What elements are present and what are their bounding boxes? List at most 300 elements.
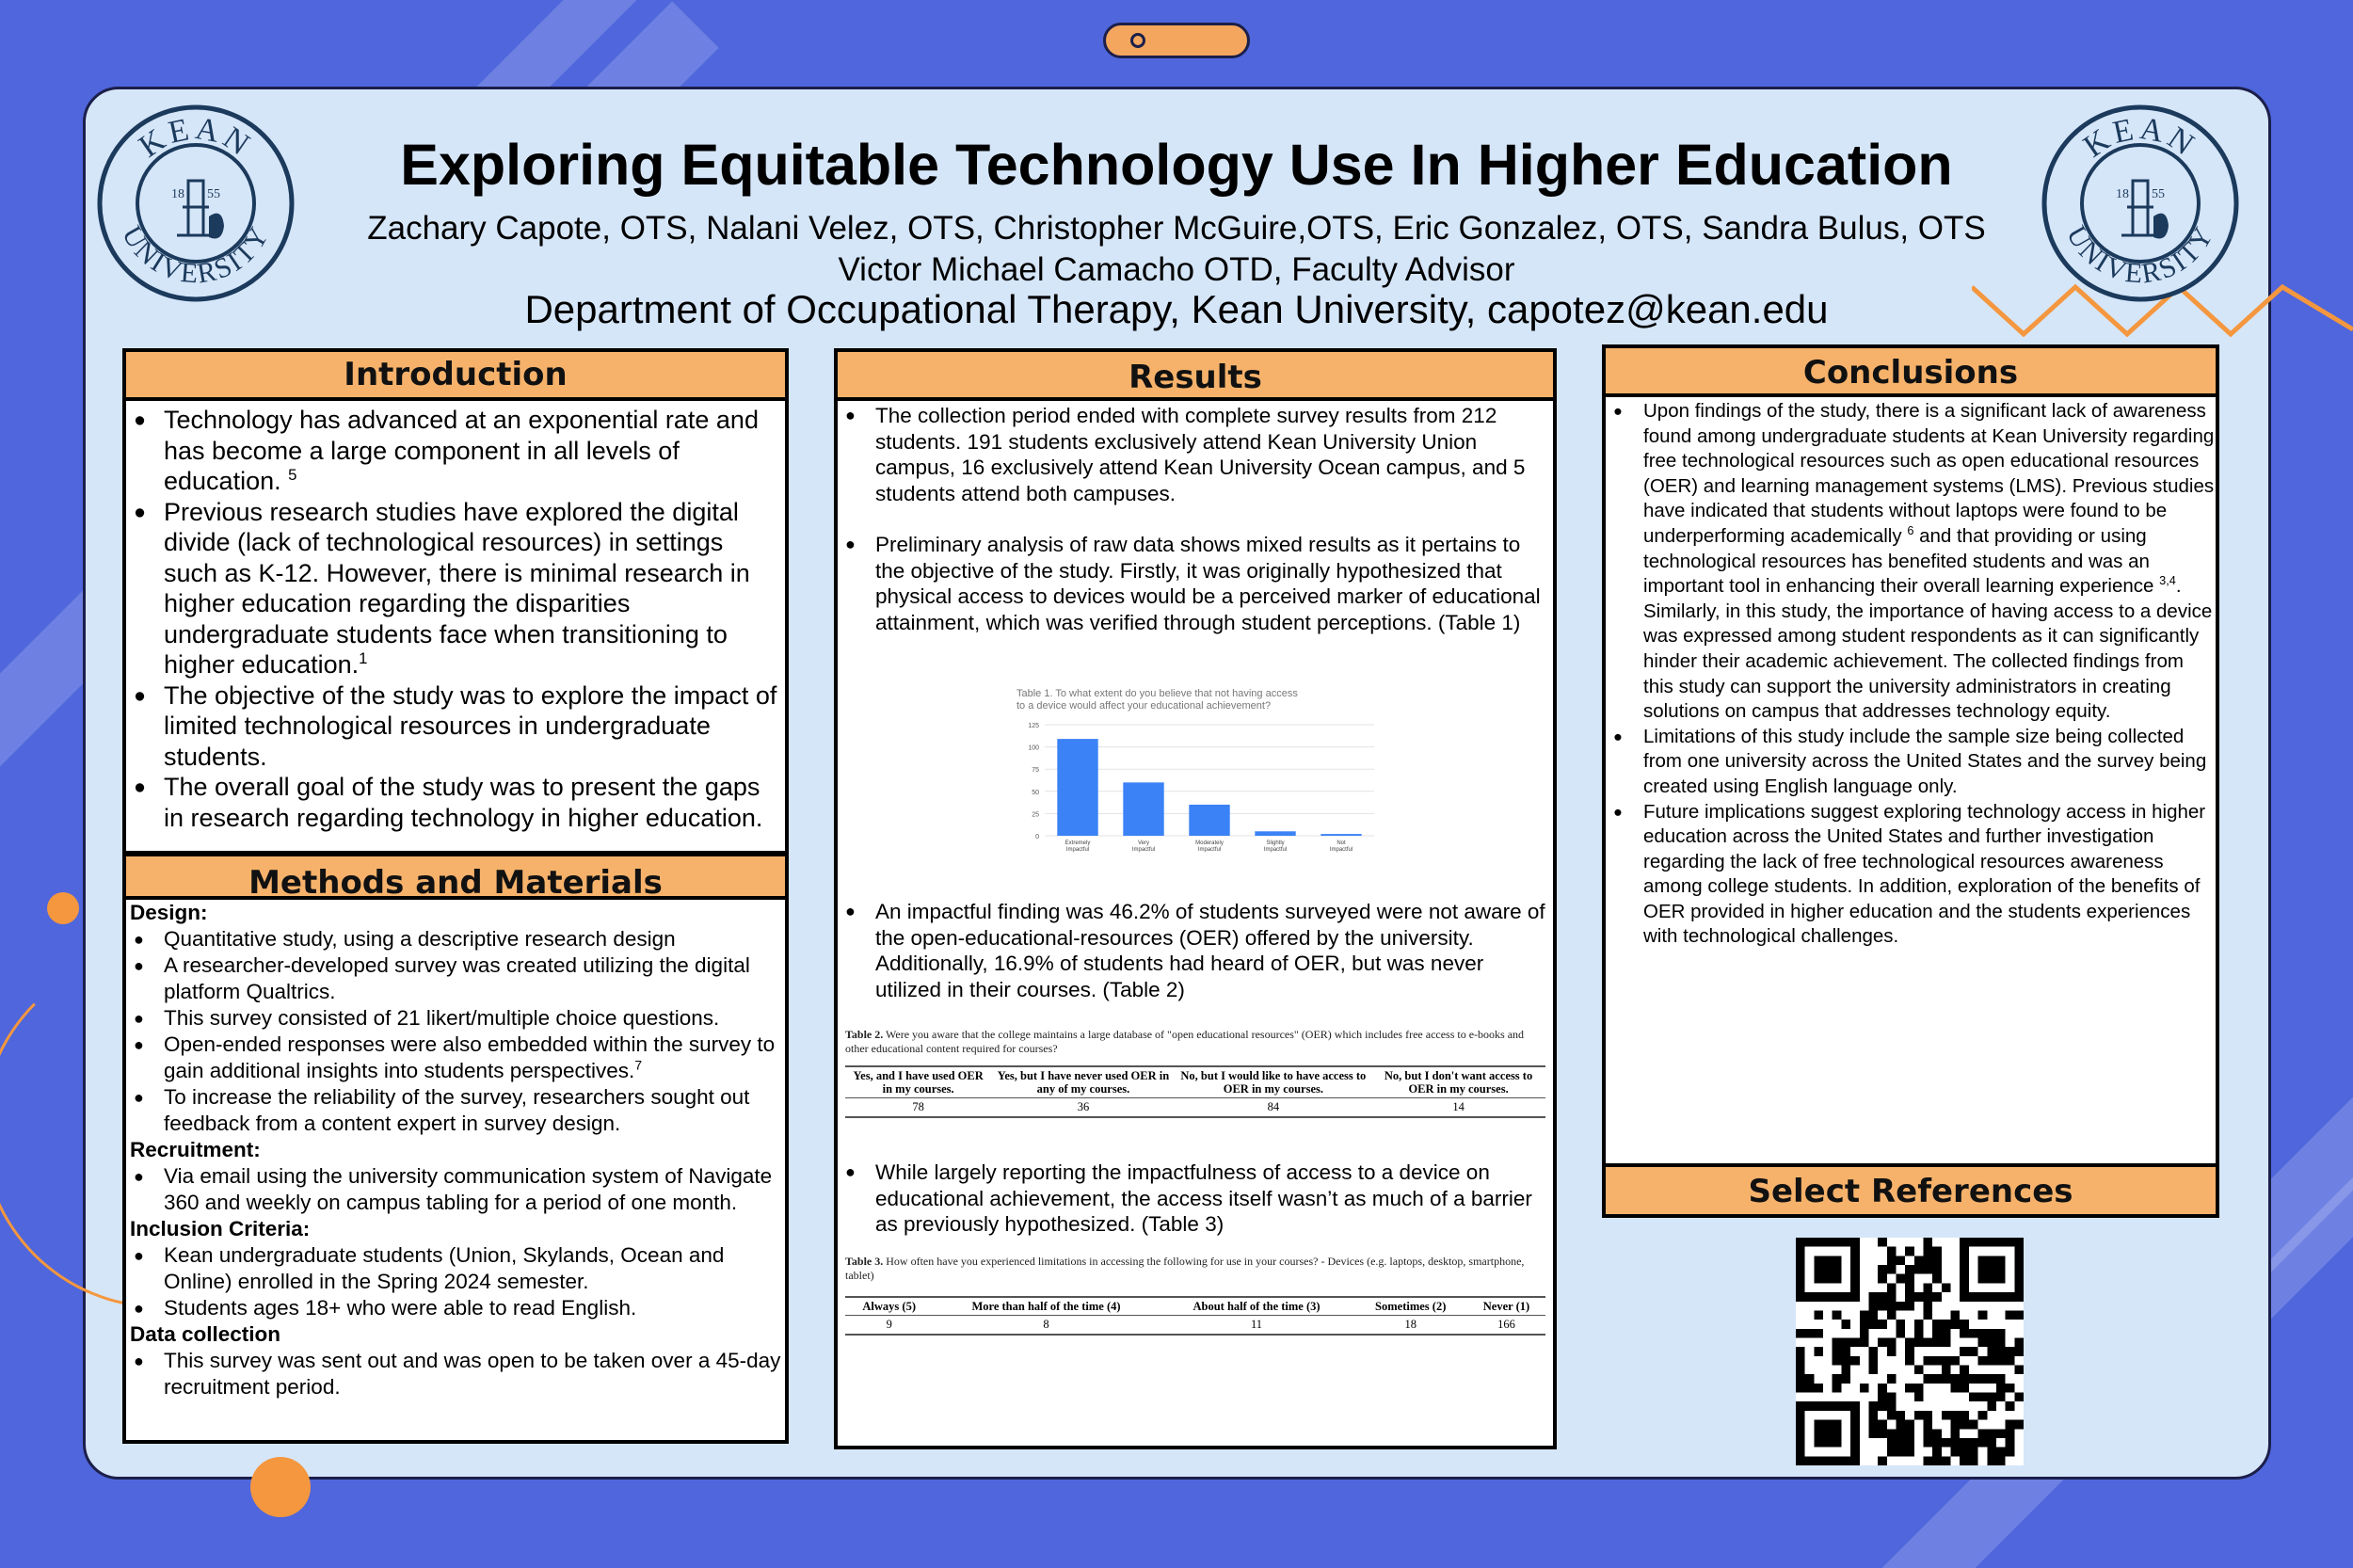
chart-title-line2: to a device would affect your educational achievement? (1016, 700, 1272, 712)
qr-module (1887, 1247, 1897, 1256)
qr-module (1969, 1456, 1978, 1465)
methods-header: Methods and Materials (122, 853, 789, 900)
conclusions-bullet: ● Limitations of this study include the sample size being collected from one university across the United States and the survey being created using English language only. (1609, 725, 2217, 800)
qr-module (1987, 1347, 1996, 1356)
qr-module (1896, 1320, 1905, 1329)
introduction-header: Introduction (122, 348, 789, 401)
qr-module (1960, 1456, 1969, 1465)
qr-module (1896, 1420, 1905, 1430)
qr-module (1796, 1384, 1805, 1393)
qr-module (1960, 1420, 1969, 1430)
qr-module (2014, 1310, 2024, 1320)
design-label: Design: (130, 901, 208, 924)
conclusions-bullet: ● Future implications suggest exploring technology access in higher education across the United States and further investigation regarding the lack of free technological resources awareness among college students. In addition, exploration of the benefits of OER provided in higher education and the students experiences with technological challenges. (1609, 800, 2217, 951)
svg-text:18: 18 (171, 187, 184, 201)
inclusion-label: Inclusion Criteria: (130, 1217, 311, 1240)
qr-module (2006, 1448, 2015, 1457)
qr-module (2006, 1420, 2015, 1430)
qr-module (1942, 1320, 1951, 1329)
table2-caption: Table 2. Were you aware that the college maintains a large database of "open educational resources" (OER) which includes free access to e-books and other educational content required for courses? (845, 1028, 1525, 1055)
results-content-bottom (841, 1160, 1549, 1238)
qr-module (1960, 1329, 1969, 1338)
poster-title: Exploring Equitable Technology Use In Higher Education (400, 133, 1953, 197)
references-header: Select References (1602, 1163, 2219, 1218)
qr-module (2014, 1347, 2024, 1356)
qr-module (1924, 1420, 1933, 1430)
qr-module (1878, 1420, 1887, 1430)
qr-module (1914, 1337, 1924, 1347)
qr-module (1841, 1337, 1850, 1347)
qr-module (1905, 1438, 1914, 1448)
qr-module (1932, 1292, 1942, 1302)
qr-module (1805, 1374, 1815, 1384)
table3-header: Sometimes (2) (1353, 1297, 1467, 1316)
intro-bullet: ● Technology has advanced at an exponential rate and has become a large component in all levels of education. $^5$ (130, 405, 783, 497)
results-bullet: ● Preliminary analysis of raw data shows mixed results as it pertains to the objective of the study. Firstly, it was originally hypothesized that physical access to devices would be a perceived marker of educational attainment, which was verified through student perceptions. (Table 1) (841, 532, 1549, 635)
qr-module (1924, 1256, 1933, 1265)
qr-module (1960, 1347, 1969, 1356)
qr-module (1878, 1429, 1887, 1438)
qr-module (1850, 1356, 1860, 1366)
qr-module (1951, 1310, 1961, 1320)
chart-category-label: Impactful (1065, 847, 1090, 853)
design-bullet: ● A researcher-developed survey was created utilizing the digital platform Qualtrics. (130, 952, 783, 1005)
qr-module (1860, 1320, 1869, 1329)
qr-module (1887, 1310, 1897, 1320)
qr-module (2014, 1420, 2024, 1430)
qr-module (1996, 1393, 2006, 1402)
qr-module (1987, 1393, 1996, 1402)
qr-module (1868, 1420, 1878, 1430)
chart-category-label: Impactful (1131, 847, 1156, 853)
qr-module (1987, 1329, 1996, 1338)
qr-module (1987, 1429, 1996, 1438)
qr-module (1887, 1302, 1897, 1311)
qr-module (1960, 1411, 1969, 1420)
intro-bullet: ● Previous research studies have explored the digital divide (lack of technological resources) in settings such as K-12. However, there is minimal research in higher education regarding the disparities undergraduate students face when transitioning to higher education.$^1$ (130, 497, 783, 680)
chart-bar (1123, 782, 1163, 836)
qr-module (1814, 1310, 1823, 1320)
inclusion-bullet: ● Kean undergraduate students (Union, Skylands, Ocean and Online) enrolled in the Spring 2024 semester. (130, 1242, 783, 1295)
qr-module (1914, 1320, 1924, 1329)
qr-module (1868, 1347, 1878, 1356)
qr-module (1932, 1448, 1942, 1457)
qr-module (1969, 1374, 1978, 1384)
qr-module (1996, 1448, 2006, 1457)
table2 (845, 1028, 1545, 1118)
qr-module (1896, 1274, 1905, 1284)
qr-module (1996, 1337, 2006, 1347)
qr-module (1841, 1366, 1850, 1375)
qr-module (1887, 1347, 1897, 1356)
qr-module (1932, 1320, 1942, 1329)
qr-module (1924, 1283, 1933, 1292)
table3-header: About half of the time (3) (1160, 1297, 1354, 1316)
recruitment-label: Recruitment: (130, 1138, 261, 1161)
qr-module (1942, 1356, 1951, 1366)
qr-module (1896, 1411, 1905, 1420)
qr-module (1996, 1456, 2006, 1465)
qr-module (1878, 1337, 1887, 1347)
qr-module (1905, 1274, 1914, 1284)
qr-module (1987, 1448, 1996, 1457)
qr-module (1905, 1429, 1914, 1438)
qr-module (1833, 1347, 1842, 1356)
qr-module (1833, 1337, 1842, 1347)
svg-text:UNIVERSITY: UNIVERSITY (116, 220, 276, 290)
qr-module (1868, 1411, 1878, 1420)
qr-module (1942, 1438, 1951, 1448)
qr-module (2006, 1438, 2015, 1448)
qr-module (1978, 1374, 1988, 1384)
introduction-content (130, 405, 783, 833)
qr-module (1905, 1384, 1914, 1393)
qr-module (1960, 1374, 1969, 1384)
chart-title-line1: Table 1. To what extent do you believe that not having access (1016, 688, 1298, 699)
intro-bullet: ● The objective of the study was to explore the impact of limited technological resources in undergraduate students. (130, 680, 783, 773)
table2-header: Yes, and I have used OER in my courses. (845, 1066, 991, 1098)
qr-finder-pattern (1978, 1256, 2006, 1283)
qr-module (1887, 1256, 1897, 1265)
qr-module (1887, 1337, 1897, 1347)
chart-ytick-label: 50 (1032, 789, 1039, 796)
chart-category-label: Impactful (1329, 847, 1353, 853)
qr-module (1960, 1384, 1969, 1393)
qr-module (1932, 1256, 1942, 1265)
qr-module (1878, 1302, 1887, 1311)
methods-content (130, 900, 783, 1400)
qr-module (1833, 1356, 1842, 1366)
qr-module (1878, 1456, 1887, 1465)
qr-module (1987, 1456, 1996, 1465)
qr-module (1996, 1374, 2006, 1384)
svg-text:55: 55 (207, 187, 220, 201)
qr-module (1960, 1448, 1969, 1457)
qr-module (2014, 1337, 2024, 1347)
qr-module (1996, 1329, 2006, 1338)
qr-module (1914, 1256, 1924, 1265)
svg-text:55: 55 (2152, 187, 2165, 201)
qr-module (1860, 1384, 1869, 1393)
poster-authors: Zachary Capote, OTS, Nalani Velez, OTS, Christopher McGuire,OTS, Eric Gonzalez, OTS, Sandra Bulus, OTS (367, 210, 1986, 247)
qr-module (1896, 1256, 1905, 1265)
chart-ytick-label: 25 (1032, 811, 1039, 819)
results-header: Results (834, 348, 1557, 401)
qr-module (1996, 1429, 2006, 1438)
qr-module (1932, 1274, 1942, 1284)
conclusions-bullet: ● Upon findings of the study, there is a significant lack of awareness found among undergraduate students at Kean University regarding free technological resources such as open educational resources (OER) and learning management systems (LMS). Previous studies have indicated that students without laptops were found to be underperforming academically $^6$ and that providing or using technological resources has benefited students and was an important tool in enhancing their overall learning experience $^{3,4}$. Similarly, in this study, the importance of having access to a device was expressed among student respondents as it can significantly hinder their academic achievement. The collected findings from this study can support the university administrators in creating solutions on campus that addresses technology equity. (1609, 399, 2217, 725)
qr-module (1860, 1337, 1869, 1347)
qr-finder-pattern (1814, 1420, 1841, 1448)
qr-module (1905, 1247, 1914, 1256)
qr-module (1932, 1456, 1942, 1465)
qr-module (1960, 1366, 1969, 1375)
qr-module (1833, 1310, 1842, 1320)
poster-department: Department of Occupational Therapy, Kean University, capotez@kean.edu (524, 287, 1829, 331)
design-bullet: ● Quantitative study, using a descriptive research design (130, 926, 783, 952)
table3-cell: 18 (1353, 1316, 1467, 1336)
qr-module (1987, 1401, 1996, 1411)
qr-module (1841, 1356, 1850, 1366)
qr-code-icon[interactable] (1796, 1238, 2024, 1465)
qr-module (1905, 1283, 1914, 1292)
conclusions-header: Conclusions (1602, 344, 2219, 397)
qr-module (1924, 1411, 1933, 1420)
design-bullet: ● This survey consisted of 21 likert/multiple choice questions. (130, 1005, 783, 1032)
qr-module (1960, 1320, 1969, 1329)
qr-module (1887, 1265, 1897, 1274)
svg-text:KEAN: KEAN (133, 111, 259, 165)
qr-module (1896, 1448, 1905, 1457)
qr-module (1833, 1384, 1842, 1393)
qr-module (1978, 1438, 1988, 1448)
qr-module (1796, 1329, 1805, 1338)
qr-module (1860, 1329, 1869, 1338)
table3-caption: Table 3. How often have you experienced limitations in accessing the following for use in your courses? - Devices (e.g. laptops, desktop, smartphone, tablet) (845, 1255, 1525, 1282)
qr-module (1814, 1329, 1823, 1338)
qr-module (1878, 1238, 1887, 1247)
qr-module (1932, 1337, 1942, 1347)
qr-module (1805, 1329, 1815, 1338)
qr-module (1987, 1374, 1996, 1384)
qr-module (1932, 1429, 1942, 1438)
qr-module (1905, 1265, 1914, 1274)
table2-cell: 36 (991, 1098, 1175, 1118)
chart-category-label: Not (1337, 840, 1346, 846)
qr-module (1914, 1411, 1924, 1420)
table2-header: Yes, but I have never used OER in any of my courses. (991, 1066, 1175, 1098)
qr-module (1924, 1302, 1933, 1311)
qr-module (2014, 1366, 2024, 1375)
qr-module (1878, 1384, 1887, 1393)
qr-module (1868, 1356, 1878, 1366)
table2-header: No, but I would like to have access to OER in my courses. (1176, 1066, 1372, 1098)
qr-module (1878, 1320, 1887, 1329)
qr-module (1960, 1438, 1969, 1448)
qr-module (1850, 1337, 1860, 1347)
qr-module (1942, 1366, 1951, 1375)
qr-module (1905, 1356, 1914, 1366)
qr-module (1868, 1310, 1878, 1320)
qr-module (1905, 1347, 1914, 1356)
chart-bar (1189, 805, 1229, 836)
qr-module (1887, 1438, 1897, 1448)
qr-module (1996, 1347, 2006, 1356)
qr-module (1987, 1438, 1996, 1448)
qr-module (1878, 1265, 1887, 1274)
qr-module (1951, 1411, 1961, 1420)
qr-module (1942, 1329, 1951, 1338)
qr-module (2006, 1310, 2015, 1320)
results-bullet: ● While largely reporting the impactfulness of access to a device on educational achievement, the access itself wasn’t as much of a barrier as previously hypothesized. (Table 3) (841, 1160, 1549, 1238)
qr-module (1796, 1356, 1805, 1366)
qr-module (1914, 1366, 1924, 1375)
design-bullet: ● Open-ended responses were also embedded within the survey to gain additional insights into students perspectives.$^7$ (130, 1032, 783, 1084)
table1-bar-chart (1007, 685, 1384, 859)
results-content-mid (841, 899, 1549, 1002)
results-bullet: ● The collection period ended with complete survey results from 212 students. 191 students exclusively attend Kean University Union campus, 16 exclusively attend Kean University Ocean campus, and 5 students attend both campuses. (841, 403, 1549, 506)
qr-module (1942, 1411, 1951, 1420)
kean-logo-left (96, 104, 296, 303)
qr-module (2006, 1356, 2015, 1366)
chart-category-label: Impactful (1197, 847, 1222, 853)
qr-module (1924, 1238, 1933, 1247)
qr-module (1796, 1366, 1805, 1375)
qr-module (1924, 1429, 1933, 1438)
qr-module (1924, 1265, 1933, 1274)
qr-module (1924, 1337, 1933, 1347)
chart-ytick-label: 125 (1028, 723, 1039, 729)
chart-bar (1321, 834, 1361, 836)
chart-bar (1255, 831, 1295, 836)
qr-module (1896, 1429, 1905, 1438)
design-bullet: ● To increase the reliability of the survey, researchers sought out feedback from a content expert in survey design. (130, 1084, 783, 1137)
chart-category-label: Extremely (1064, 840, 1091, 846)
qr-module (1914, 1265, 1924, 1274)
recruitment-bullet: ● Via email using the university communication system of Navigate 360 and weekly on campus tabling for a period of one month. (130, 1163, 783, 1216)
qr-module (1978, 1329, 1988, 1338)
qr-module (2014, 1393, 2024, 1402)
qr-module (1887, 1283, 1897, 1292)
qr-module (1924, 1438, 1933, 1448)
conclusions-content (1609, 399, 2217, 950)
qr-module (1914, 1384, 1924, 1393)
inclusion-bullet: ● Students ages 18+ who were able to read English. (130, 1295, 783, 1321)
qr-module (1905, 1292, 1914, 1302)
qr-module (1796, 1347, 1805, 1356)
qr-module (1905, 1448, 1914, 1457)
qr-module (1951, 1420, 1961, 1430)
qr-module (1932, 1356, 1942, 1366)
intro-bullet: ● The overall goal of the study was to present the gaps in research regarding technology in higher education. (130, 772, 783, 833)
qr-module (1887, 1411, 1897, 1420)
chart-ytick-label: 100 (1028, 744, 1039, 752)
qr-module (1868, 1292, 1878, 1302)
orange-dot-decoration (250, 1457, 311, 1517)
qr-module (1942, 1456, 1951, 1465)
svg-text:18: 18 (2116, 187, 2129, 201)
qr-module (1887, 1429, 1897, 1438)
qr-module (1996, 1356, 2006, 1366)
table2-cell: 78 (845, 1098, 991, 1118)
qr-module (1914, 1393, 1924, 1402)
table3-header: Never (1) (1467, 1297, 1545, 1316)
qr-module (1841, 1347, 1850, 1356)
table3-cell: 8 (933, 1316, 1159, 1336)
qr-module (1969, 1347, 1978, 1356)
collection-label: Data collection (130, 1322, 281, 1346)
qr-module (1878, 1401, 1887, 1411)
qr-module (1868, 1320, 1878, 1329)
chart-category-label: Impactful (1263, 847, 1288, 853)
qr-module (1932, 1247, 1942, 1256)
table3-cell: 9 (845, 1316, 933, 1336)
qr-module (1978, 1337, 1988, 1347)
qr-module (1951, 1429, 1961, 1438)
chart-category-label: Slightly (1266, 840, 1285, 846)
qr-module (1887, 1393, 1897, 1402)
table3 (845, 1255, 1545, 1336)
qr-module (1905, 1302, 1914, 1311)
qr-module (1969, 1393, 1978, 1402)
qr-module (1942, 1337, 1951, 1347)
qr-module (1951, 1438, 1961, 1448)
qr-module (1868, 1401, 1878, 1411)
qr-module (1868, 1366, 1878, 1375)
qr-module (1841, 1374, 1850, 1384)
table2-cell: 14 (1371, 1098, 1545, 1118)
qr-module (1841, 1320, 1850, 1329)
qr-module (1878, 1292, 1887, 1302)
qr-module (1896, 1329, 1905, 1338)
qr-module (1868, 1429, 1878, 1438)
table3-header: More than half of the time (4) (933, 1297, 1159, 1316)
qr-module (1951, 1320, 1961, 1329)
qr-module (1932, 1374, 1942, 1384)
qr-finder-pattern (1814, 1256, 1841, 1283)
poster-advisor: Victor Michael Camacho OTD, Faculty Advisor (838, 251, 1515, 288)
qr-module (1978, 1429, 1988, 1438)
table2-cell: 84 (1176, 1098, 1372, 1118)
qr-module (1924, 1247, 1933, 1256)
qr-module (1924, 1292, 1933, 1302)
qr-module (1987, 1337, 1996, 1347)
results-content-top (841, 403, 1549, 635)
table2-header: No, but I don't want access to OER in my courses. (1371, 1066, 1545, 1098)
chart-category-label: Very (1137, 840, 1150, 846)
qr-module (1887, 1374, 1897, 1384)
qr-module (1951, 1374, 1961, 1384)
qr-module (1868, 1302, 1878, 1311)
qr-module (2006, 1347, 2015, 1356)
table3-cell: 11 (1160, 1316, 1354, 1336)
qr-module (1969, 1438, 1978, 1448)
qr-module (1924, 1374, 1933, 1384)
qr-module (2006, 1429, 2015, 1438)
qr-module (1932, 1438, 1942, 1448)
qr-module (1978, 1411, 1988, 1420)
qr-module (1878, 1393, 1887, 1402)
chart-bar (1057, 739, 1097, 836)
collection-bullet: ● This survey was sent out and was open to be taken over a 45-day recruitment period. (130, 1348, 783, 1400)
qr-module (1969, 1420, 1978, 1430)
qr-module (1805, 1384, 1815, 1393)
qr-module (1951, 1448, 1961, 1457)
qr-module (1978, 1356, 1988, 1366)
qr-module (1951, 1384, 1961, 1393)
qr-module (2006, 1384, 2015, 1393)
qr-module (1969, 1329, 1978, 1338)
qr-module (1814, 1347, 1823, 1356)
table3-header: Always (5) (845, 1297, 933, 1316)
qr-module (1796, 1374, 1805, 1384)
qr-module (1924, 1310, 1933, 1320)
table3-cell: 166 (1467, 1316, 1545, 1336)
chart-category-label: Moderately (1195, 840, 1224, 846)
qr-module (2006, 1401, 2015, 1411)
qr-module (1914, 1329, 1924, 1338)
qr-module (1978, 1393, 1988, 1402)
qr-module (1905, 1337, 1914, 1347)
chart-ytick-label: 0 (1035, 834, 1039, 840)
qr-module (1814, 1384, 1823, 1393)
svg-text:KEAN: KEAN (2077, 111, 2203, 165)
qr-module (1905, 1420, 1914, 1430)
qr-module (1969, 1448, 1978, 1457)
qr-module (1951, 1356, 1961, 1366)
qr-module (1887, 1292, 1897, 1302)
qr-module (1978, 1310, 1988, 1320)
